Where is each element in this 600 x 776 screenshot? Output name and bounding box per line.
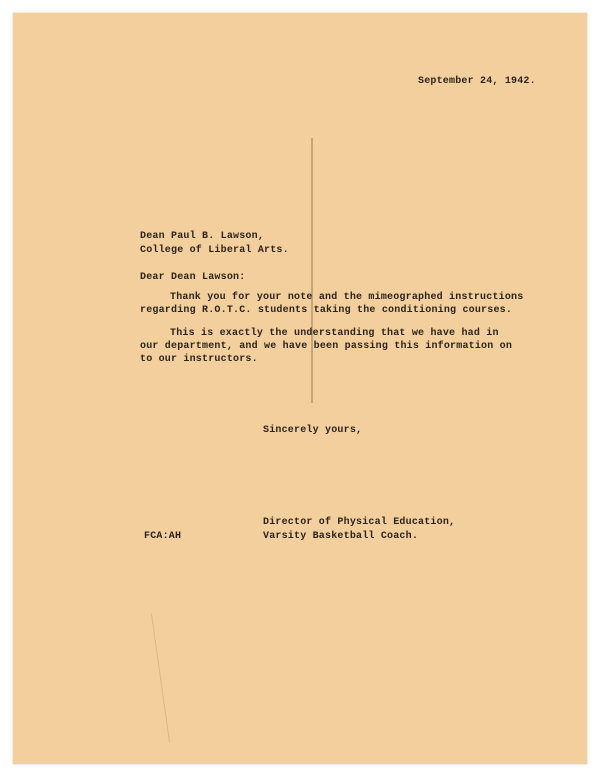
letter-date: September 24, 1942. bbox=[418, 76, 536, 87]
signature-line-1: Director of Physical Education, bbox=[263, 517, 456, 528]
paper-mark bbox=[151, 614, 170, 743]
addressee-line-1: Dean Paul B. Lawson, bbox=[140, 231, 265, 242]
paragraph-2-line-2: our department, and we have been passing this information on bbox=[140, 341, 513, 352]
paper-crease bbox=[311, 138, 313, 403]
typist-initials: FCA:AH bbox=[144, 531, 182, 542]
paragraph-2-line-3: to our instructors. bbox=[140, 354, 258, 365]
paragraph-1-line-1: Thank you for your note and the mimeographed instructions bbox=[170, 292, 524, 303]
paragraph-2-line-1: This is exactly the understanding that we have had in bbox=[170, 328, 499, 339]
closing: Sincerely yours, bbox=[263, 425, 363, 436]
paragraph-1-line-2: regarding R.O.T.C. students taking the conditioning courses. bbox=[140, 305, 513, 316]
letter-page bbox=[13, 13, 587, 764]
signature-line-2: Varsity Basketball Coach. bbox=[263, 531, 419, 542]
salutation: Dear Dean Lawson: bbox=[140, 272, 246, 283]
addressee-line-2: College of Liberal Arts. bbox=[140, 245, 289, 256]
